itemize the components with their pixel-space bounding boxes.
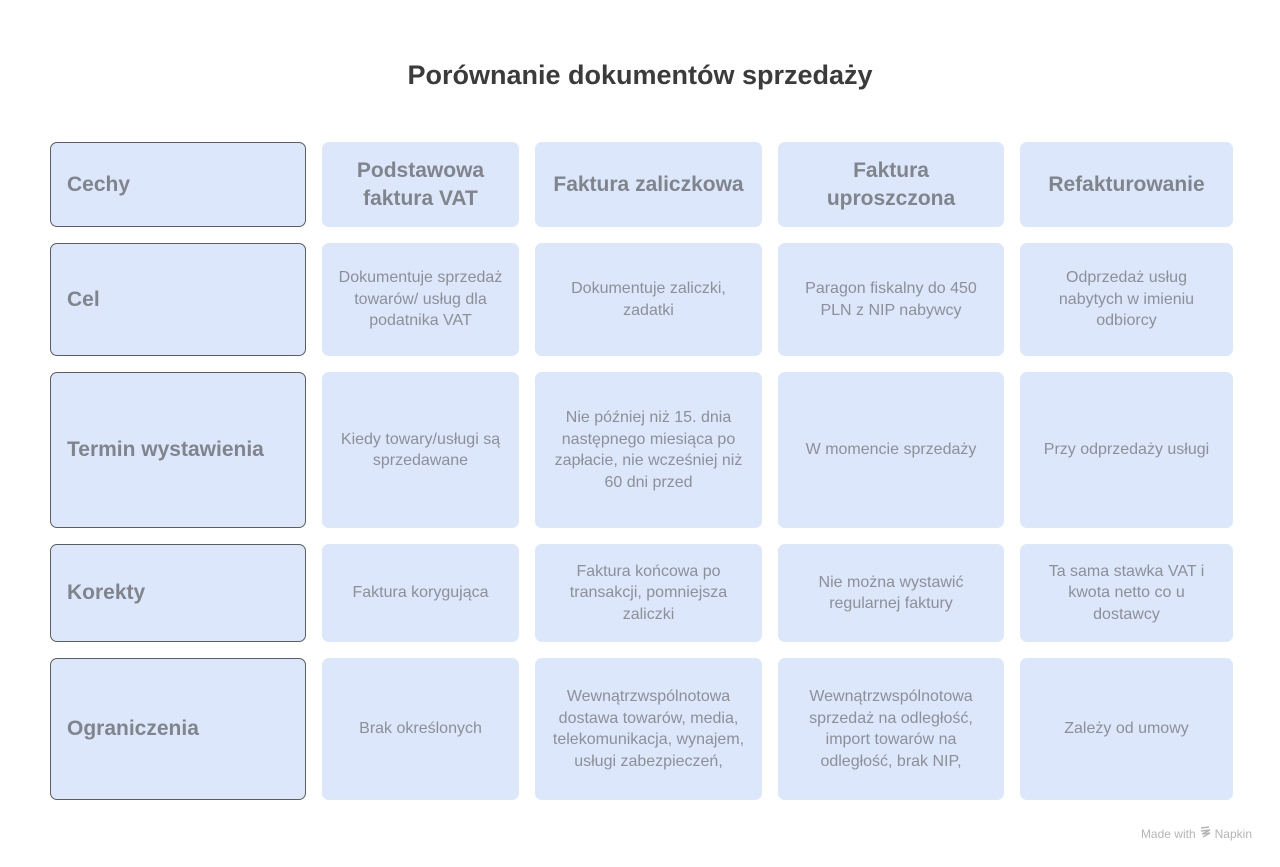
column-header: Refakturowanie bbox=[1020, 142, 1233, 227]
napkin-logo-icon bbox=[1200, 826, 1211, 841]
row-label: Termin wystawienia bbox=[50, 372, 306, 528]
table-cell: Kiedy towary/usługi są sprzedawane bbox=[322, 372, 519, 528]
row-label: Cel bbox=[50, 243, 306, 356]
napkin-watermark bbox=[1141, 826, 1252, 841]
table-cell: Paragon fiskalny do 450 PLN z NIP nabywcy bbox=[778, 243, 1004, 356]
table-cell: Dokumentuje zaliczki, zadatki bbox=[535, 243, 762, 356]
row-label: Korekty bbox=[50, 544, 306, 642]
comparison-table bbox=[50, 142, 1233, 800]
table-cell: Wewnątrzwspólnotowa dostawa towarów, media, telekomunikacja, wynajem, usługi zabezpieczeń, bbox=[535, 658, 762, 800]
page-title: Porównanie dokumentów sprzedaży bbox=[407, 60, 873, 90]
footer-text: Made with bbox=[1140, 826, 1196, 841]
table-cell: Zależy od umowy bbox=[1020, 658, 1233, 800]
column-header: Faktura zaliczkowa bbox=[535, 142, 762, 227]
table-cell: Wewnątrzwspólnotowa sprzedaż na odległość, import towarów na odległość, brak NIP, bbox=[778, 658, 1004, 800]
table-cell: W momencie sprzedaży bbox=[778, 372, 1004, 528]
footer-brand: Napkin bbox=[1214, 826, 1252, 841]
column-header: Faktura uproszczona bbox=[778, 142, 1004, 227]
table-cell: Odprzedaż usług nabytych w imieniu odbiorcy bbox=[1020, 243, 1233, 356]
column-header: Podstawowa faktura VAT bbox=[322, 142, 519, 227]
table-cell: Nie później niż 15. dnia następnego miesiąca po zapłacie, nie wcześniej niż 60 dni przed bbox=[535, 372, 762, 528]
table-cell: Przy odprzedaży usługi bbox=[1020, 372, 1233, 528]
table-cell: Brak określonych bbox=[322, 658, 519, 800]
header-corner: Cechy bbox=[50, 142, 306, 227]
table-cell: Ta sama stawka VAT i kwota netto co u dostawcy bbox=[1020, 544, 1233, 642]
row-label: Ograniczenia bbox=[50, 658, 306, 800]
table-cell: Nie można wystawić regularnej faktury bbox=[778, 544, 1004, 642]
table-cell: Faktura końcowa po transakcji, pomniejsza zaliczki bbox=[535, 544, 762, 642]
table-cell: Faktura korygująca bbox=[322, 544, 519, 642]
table-cell: Dokumentuje sprzedaż towarów/ usług dla podatnika VAT bbox=[322, 243, 519, 356]
